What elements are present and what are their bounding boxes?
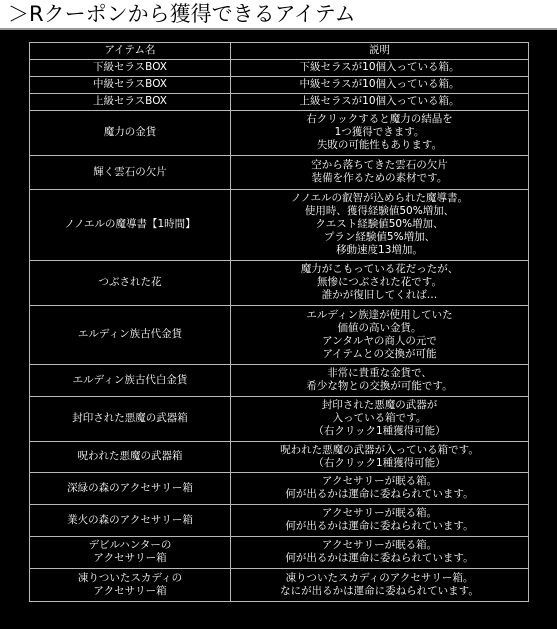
item-description-cell [231, 442, 529, 473]
item-description-line: エルディン族達が使用していた [306, 308, 453, 321]
item-name-line: 封印された悪魔の武器箱 [72, 412, 188, 424]
item-description-line: 中級セラスが10個入っている箱。 [299, 78, 460, 90]
item-name-cell [30, 156, 231, 190]
item-name-line: 輝く雲石の欠片 [93, 165, 167, 178]
section-heading: ＞Rクーポンから獲得できるアイテム [8, 2, 356, 26]
table-row [30, 537, 529, 569]
item-description-cell [231, 60, 529, 77]
item-name-line: アクセサリー箱 [93, 584, 167, 597]
item-name-line: 魔力の金貨 [103, 126, 157, 138]
item-description-line: 魔力がこもっている花だったが、 [300, 263, 459, 275]
item-name-line: 下級セラスBOX [93, 61, 167, 73]
item-name-cell [30, 94, 231, 111]
table-row [30, 156, 529, 190]
table-row [30, 94, 529, 111]
item-description-line: （右クリック1種獲得可能） [313, 425, 446, 437]
column-header-item-name: アイテム名 [30, 43, 231, 60]
item-name-cell [30, 473, 231, 505]
item-name-line: ノノエルの魔導書【1時間】 [64, 218, 196, 230]
item-description-line: アンタルヤの商人の元で [322, 334, 437, 347]
item-description-line: 凍りついたスカディのアクセサリー箱。 [285, 571, 474, 584]
item-name-cell [30, 60, 231, 77]
item-name-line: 業火の森のアクセサリー箱 [67, 513, 193, 526]
item-description-line: 上級セラスが10個入っている箱。 [299, 95, 460, 107]
item-name-line: アクセサリー箱 [93, 552, 167, 564]
item-description-line: 右クリックすると魔力の結晶を [306, 113, 453, 125]
item-name-cell [30, 569, 231, 602]
item-description-line: 1つ獲得できます。 [334, 126, 425, 138]
column-header-description: 説明 [231, 43, 529, 60]
table-row [30, 397, 529, 442]
item-description-line: 使用時、獲得経験値50%増加、 [304, 205, 455, 217]
item-description-cell [231, 156, 529, 190]
item-name-cell [30, 442, 231, 473]
item-name-line: デビルハンターの [88, 539, 172, 551]
item-description-line: 何が出るかは運命に委ねられています。 [285, 552, 474, 564]
item-description-cell [231, 94, 529, 111]
item-description-line: 価値の高い金貨。 [337, 321, 422, 334]
item-name-cell [30, 111, 231, 156]
table-body [30, 60, 529, 602]
table-row [30, 261, 529, 306]
item-description-cell [231, 190, 529, 261]
item-description-cell [231, 397, 529, 442]
item-name-line: 深緑の森のアクセサリー箱 [67, 481, 193, 494]
table-row [30, 60, 529, 77]
item-name-cell [30, 261, 231, 306]
item-description-line: アクセサリーが眠る箱。 [321, 539, 438, 551]
item-name-cell [30, 365, 231, 397]
item-description-cell [231, 473, 529, 505]
table-header-row [30, 43, 529, 60]
item-description-line: 失敗の可能性もあります。 [316, 139, 443, 151]
item-description-line: アクセサリーが眠る箱。 [321, 507, 438, 519]
item-description-line: 希少な物との交換が可能です。 [306, 380, 453, 392]
item-description-line: なにが出るかは運命に委ねられています。 [280, 584, 479, 597]
table-row [30, 190, 529, 261]
table-row [30, 442, 529, 473]
item-description-line: 無惨につぶされた花です。 [317, 276, 442, 288]
item-description-line: 下級セラスが10個入っている箱。 [299, 61, 460, 73]
item-description-line: 入っている箱です。 [332, 412, 427, 424]
item-description-line: 封印された悪魔の武器が [321, 399, 438, 411]
item-name-line: 中級セラスBOX [93, 78, 167, 90]
item-description-cell [231, 111, 529, 156]
table-row [30, 505, 529, 537]
item-name-line: エルディン族古代白金貨 [72, 373, 188, 386]
item-name-cell [30, 77, 231, 94]
item-name-line: 呪われた悪魔の武器箱 [77, 450, 183, 462]
item-description-line: プラン経験値5%増加、 [323, 231, 436, 243]
table-row [30, 77, 529, 94]
item-description-line: ノノエルの叡智が込められた魔導書。 [290, 192, 469, 204]
item-description-line: 何が出るかは運命に委ねられています。 [285, 488, 474, 500]
item-description-cell [231, 306, 529, 365]
table-row [30, 569, 529, 602]
item-name-line: 上級セラスBOX [93, 95, 167, 107]
item-name-cell [30, 505, 231, 537]
table-row [30, 306, 529, 365]
table-row [30, 365, 529, 397]
item-name-line: つぶされた花 [98, 276, 162, 288]
item-description-cell [231, 365, 529, 397]
table-row [30, 473, 529, 505]
item-name-line: 凍りついたスカディの [77, 571, 183, 584]
item-description-line: 誰かが復旧してくれば… [321, 289, 438, 301]
table-row [30, 111, 529, 156]
item-description-line: クエスト経験値50%増加、 [315, 218, 444, 230]
item-name-cell [30, 537, 231, 569]
item-description-line: 空から落ちてきた雲石の欠片 [311, 159, 448, 171]
item-name-cell [30, 306, 231, 365]
item-description-cell [231, 505, 529, 537]
item-description-line: アイテムとの交換が可能 [322, 347, 437, 360]
item-description-cell [231, 77, 529, 94]
item-description-line: 何が出るかは運命に委ねられています。 [285, 520, 474, 532]
item-description-line: 移動速度13増加。 [336, 244, 423, 256]
item-description-line: （右クリック1種獲得可能） [313, 456, 446, 469]
item-name-line: エルディン族古代金貨 [77, 328, 183, 340]
item-name-cell [30, 397, 231, 442]
item-name-cell [30, 190, 231, 261]
item-description-cell [231, 537, 529, 569]
item-description-line: 非常に貴重な金貨で、 [327, 367, 432, 379]
item-description-line: アクセサリーが眠る箱。 [321, 475, 438, 487]
item-table [29, 42, 529, 602]
item-description-line: 装備を作るための素材です。 [311, 172, 448, 184]
item-description-cell [231, 261, 529, 306]
item-description-cell [231, 569, 529, 602]
section-heading-bar [0, 0, 557, 30]
item-description-line: 呪われた悪魔の武器が入っている箱です。 [280, 443, 479, 456]
